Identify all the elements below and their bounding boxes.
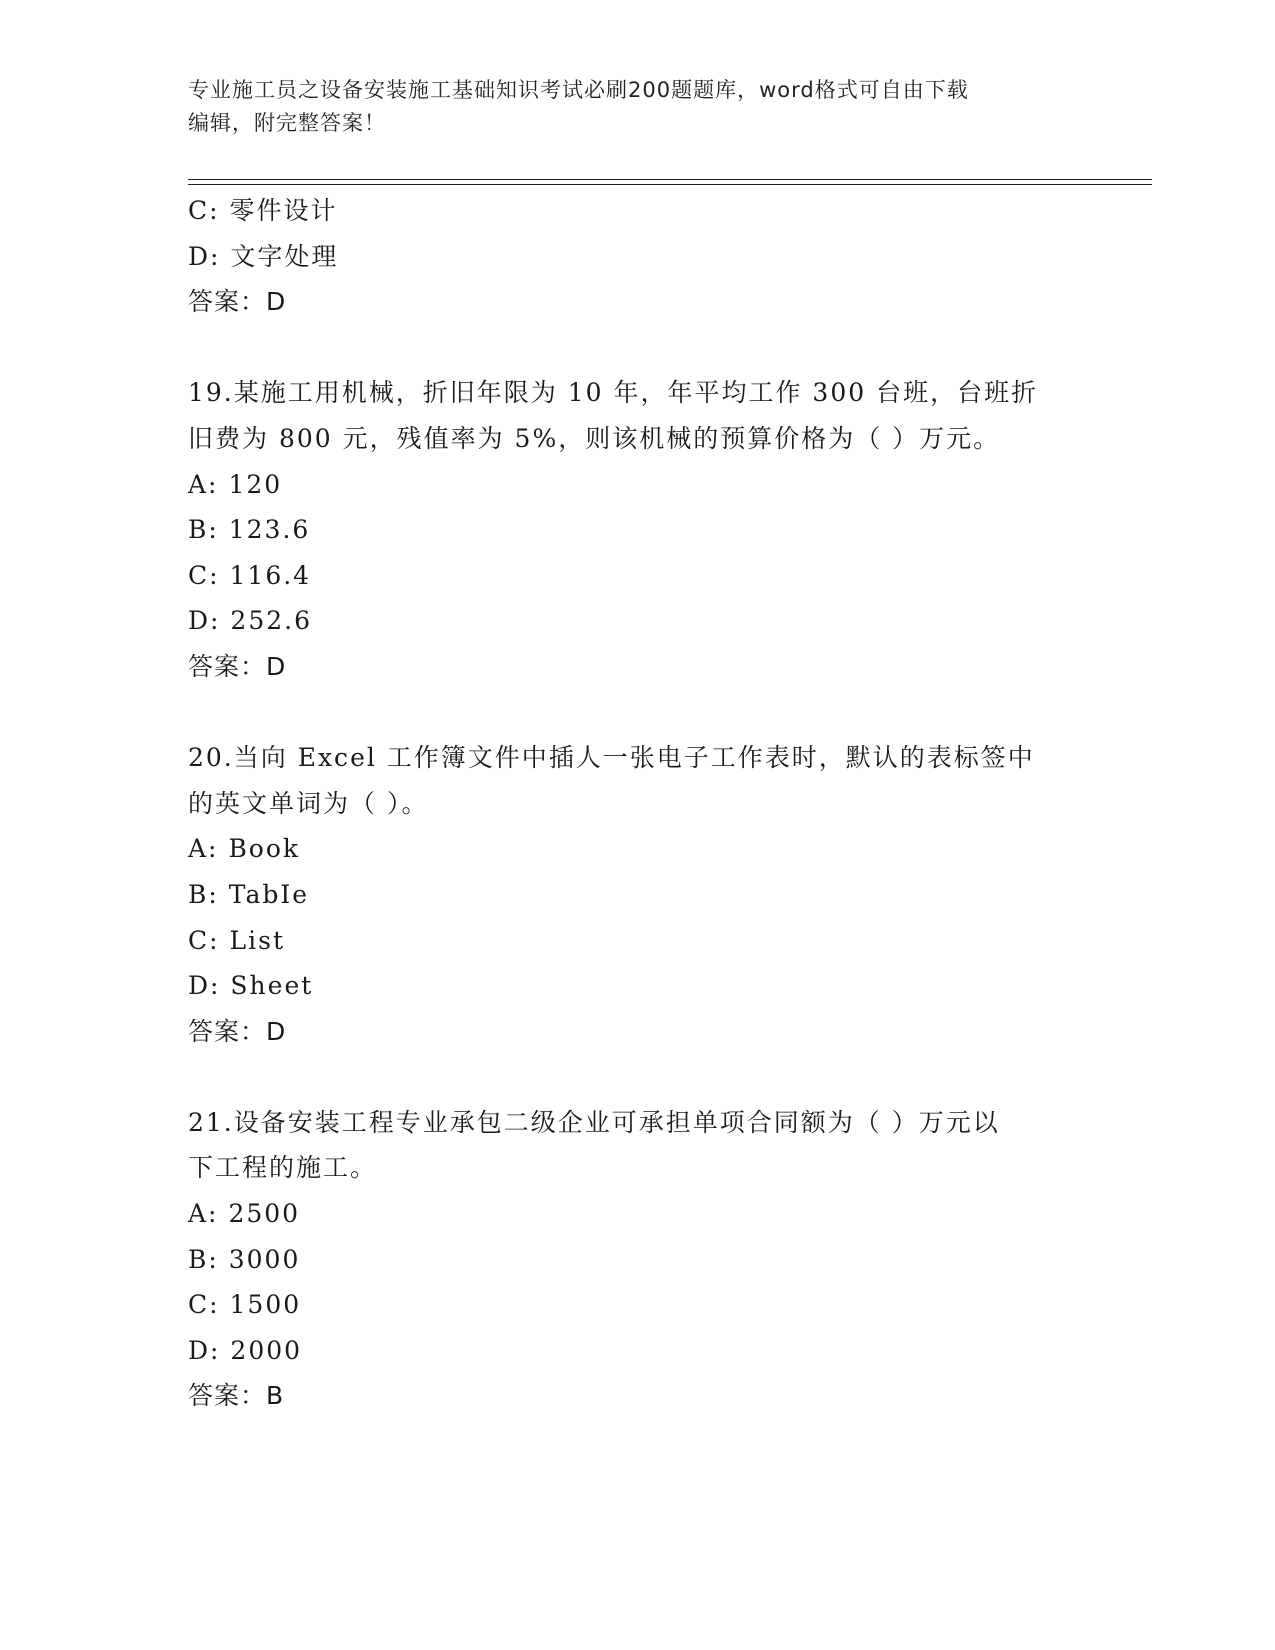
option-label: A: [188, 469, 219, 499]
option-label: A: [188, 834, 219, 864]
question-number: 19. [188, 378, 234, 408]
question-20 [188, 735, 1088, 1054]
option-b [188, 1237, 1088, 1283]
option-a [188, 462, 1088, 508]
question-21 [188, 1100, 1088, 1419]
question-stem-line-1 [188, 735, 1088, 781]
option-label: C: [188, 925, 220, 955]
question-stem-text: 当向 Excel 工作簿文件中插人一张电子工作表时，默认的表标签中 [233, 743, 1035, 773]
prev-question [188, 188, 1088, 325]
option-label: B: [188, 879, 219, 909]
answer-line: 答案：D [188, 1016, 287, 1046]
option-label: A: [188, 1199, 219, 1229]
option-c [188, 1282, 1088, 1328]
option-text: 零件设计 [229, 196, 338, 225]
option-text: 120 [228, 469, 283, 499]
question-number: 20. [188, 743, 234, 773]
option-text: 文字处理 [230, 241, 339, 271]
option-label: C: [188, 196, 220, 225]
option-c [188, 188, 1088, 234]
option-d [188, 234, 1088, 280]
option-c [188, 918, 1088, 964]
question-stem-line-2: 旧费为 800 元，残值率为 5%，则该机械的预算价格为（ ）万元。 [188, 423, 1001, 453]
option-text: 123.6 [228, 515, 311, 545]
option-label: D: [188, 241, 221, 271]
question-stem-line-2: 的英文单词为（ ）。 [188, 788, 429, 818]
option-label: B: [188, 1244, 219, 1274]
answer-line: 答案：B [188, 1381, 285, 1411]
header-rule-top [188, 179, 1152, 180]
question-stem-text: 设备安装工程专业承包二级企业可承担单项合同额为（ ）万元以 [233, 1107, 1000, 1137]
question-19 [188, 370, 1088, 689]
question-stem-text: 某施工用机械，折旧年限为 10 年，年平均工作 300 台班，台班折 [233, 378, 1039, 408]
answer-line: 答案：D [188, 287, 287, 317]
option-label: C: [188, 560, 220, 590]
option-b [188, 872, 1088, 918]
option-text: 3000 [228, 1244, 301, 1274]
option-d [188, 598, 1088, 644]
question-number: 21. [188, 1107, 234, 1137]
option-label: C: [188, 1290, 220, 1320]
option-text: List [229, 925, 285, 955]
question-stem-line-1 [188, 370, 1088, 416]
option-text: 2000 [230, 1335, 303, 1365]
option-text: TabIe [228, 879, 310, 909]
option-b [188, 507, 1088, 553]
document-body [188, 188, 1088, 1419]
option-a [188, 826, 1088, 872]
option-label: B: [188, 515, 219, 545]
option-text: 2500 [228, 1199, 301, 1229]
option-text: 1500 [229, 1290, 302, 1320]
header-line-2: 编辑，附完整答案！ [188, 111, 386, 135]
option-label: D: [188, 606, 221, 636]
header-line-1: 专业施工员之设备安装施工基础知识考试必刷200题题库，word格式可自由下载 [188, 78, 969, 102]
option-text: 116.4 [229, 560, 312, 590]
document-header [188, 74, 1088, 140]
question-stem-line-1 [188, 1100, 1088, 1146]
option-c [188, 553, 1088, 599]
answer-line: 答案：D [188, 651, 287, 681]
option-text: Book [228, 834, 301, 864]
option-label: D: [188, 971, 221, 1001]
option-d [188, 1328, 1088, 1374]
option-text: Sheet [230, 971, 314, 1001]
header-rule-bottom [188, 184, 1152, 185]
question-stem-line-2: 下工程的施工。 [188, 1153, 378, 1183]
option-d [188, 963, 1088, 1009]
option-a [188, 1191, 1088, 1237]
option-text: 252.6 [230, 606, 312, 636]
option-label: D: [188, 1335, 221, 1365]
